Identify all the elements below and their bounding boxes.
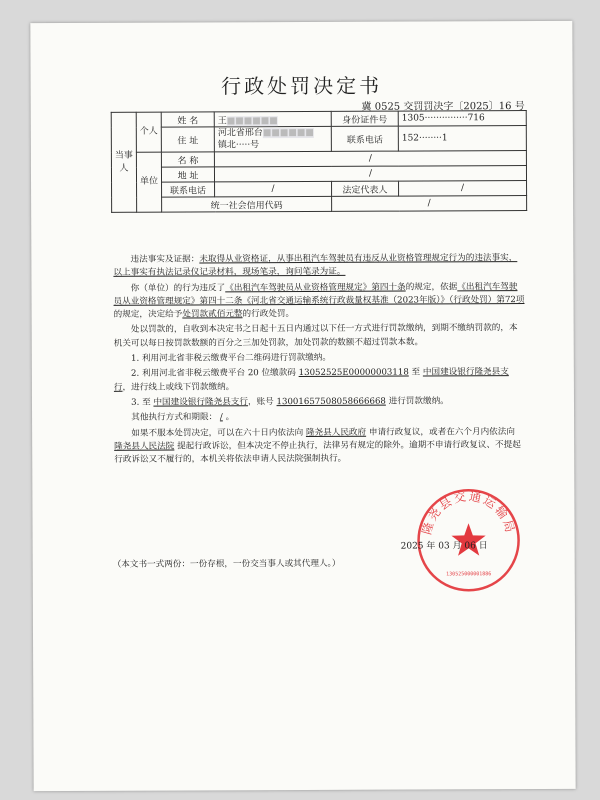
- stamp-text: 隆尧县交通运输局: [419, 489, 518, 536]
- unit-phone-value: /: [215, 181, 332, 197]
- payment-paragraph: 处以罚款的，自收到本决定书之日起十五日内通过以下任一方式进行罚款缴纳，到期不缴纳罚款的，本机关可以每日按罚款数额的百分之三加处罚款，加处罚款的数额不超过罚款本数。: [113, 323, 518, 349]
- legal-rep-value: /: [399, 181, 527, 197]
- document-paper: [30, 21, 575, 791]
- appeal-paragraph: 如果不服本处罚决定，可以在六十日内依法向 隆尧县人民政府 申请行政复议，或者在六个月内依法向 隆尧县人民法院 提起行政诉讼，但本决定不停止执行，法律另有规定的除外。逾期不申请行政复议、不提起行政诉讼又不履行的，本机关将依法申请人民法院强制执行。: [114, 426, 521, 465]
- phone-label: 联系电话: [331, 126, 398, 151]
- id-value: 1305···············716: [398, 111, 526, 127]
- unit-phone-label: 联系电话: [162, 182, 215, 197]
- unit-name-value: /: [214, 151, 526, 167]
- payment-method-3: 3. 至 中国建设银行隆尧县支行，账号 13001657508058666668 进行罚款缴纳。: [131, 396, 449, 408]
- payment-method-1: 1. 利用河北省非税云缴费平台二维码进行罚款缴纳。: [130, 352, 331, 364]
- unit-address-label: 地 址: [161, 167, 214, 182]
- document-number: 冀 0525 交罚罚决字〔2025〕16 号: [361, 101, 525, 113]
- facts-paragraph: 违法事实及证据：未取得从业资格证，从事出租汽车驾驶员有违反从业资格管理规定行为的违法事实，以上事实有执法记录仪记录材料，现场笔录，询问笔录为证。: [113, 253, 518, 279]
- name-label: 姓 名: [161, 112, 214, 127]
- payment-method-2: 2. 利用河北省非税云缴费平台 20 位缴款码 13052525E00000003118 至 中国建设银行隆尧县支行，进行线上或线下罚款缴纳。: [113, 367, 509, 393]
- name-value: 王■■■■■■: [214, 111, 331, 127]
- credit-code-value: /: [332, 196, 527, 212]
- phone-value: 152········1: [398, 126, 526, 152]
- credit-code-label: 统一社会信用代码: [162, 196, 332, 212]
- address-value: 河北省邢台■■■■■■ 镇北·····号: [214, 126, 331, 152]
- id-label: 身份证件号: [331, 111, 398, 126]
- unit-name-label: 名 称: [161, 152, 214, 167]
- other-execution-line: 其他执行方式和期限： / 。: [131, 412, 235, 424]
- unit-label: 单位: [136, 152, 161, 212]
- document-title: 行政处罚决定书: [221, 73, 383, 99]
- party-section-label: 当事人: [111, 112, 136, 212]
- copies-note: （本文书一式两份：一份存根，一份交当事人或其代理人。）: [112, 558, 341, 570]
- stamp-number: 130525000001886: [446, 571, 492, 578]
- individual-label: 个人: [136, 112, 161, 152]
- address-label: 住 址: [161, 127, 214, 152]
- document-body: [113, 252, 526, 469]
- unit-address-value: /: [214, 166, 526, 182]
- violation-paragraph: 你（单位）的行为违反了《出租汽车驾驶员从业资格管理规定》第四十条的规定，依据《出租汽车驾驶员从业资格管理规定》第四十二条《河北省交通运输系统行政裁量权基准（2023年版）》（行政处罚）第72项的规定，决定给予处罚款贰佰元整的行政处罚。: [113, 281, 525, 321]
- party-table: [111, 110, 527, 213]
- issue-date: 2025 年 03 月 06 日: [400, 541, 488, 552]
- legal-rep-label: 法定代表人: [332, 181, 399, 196]
